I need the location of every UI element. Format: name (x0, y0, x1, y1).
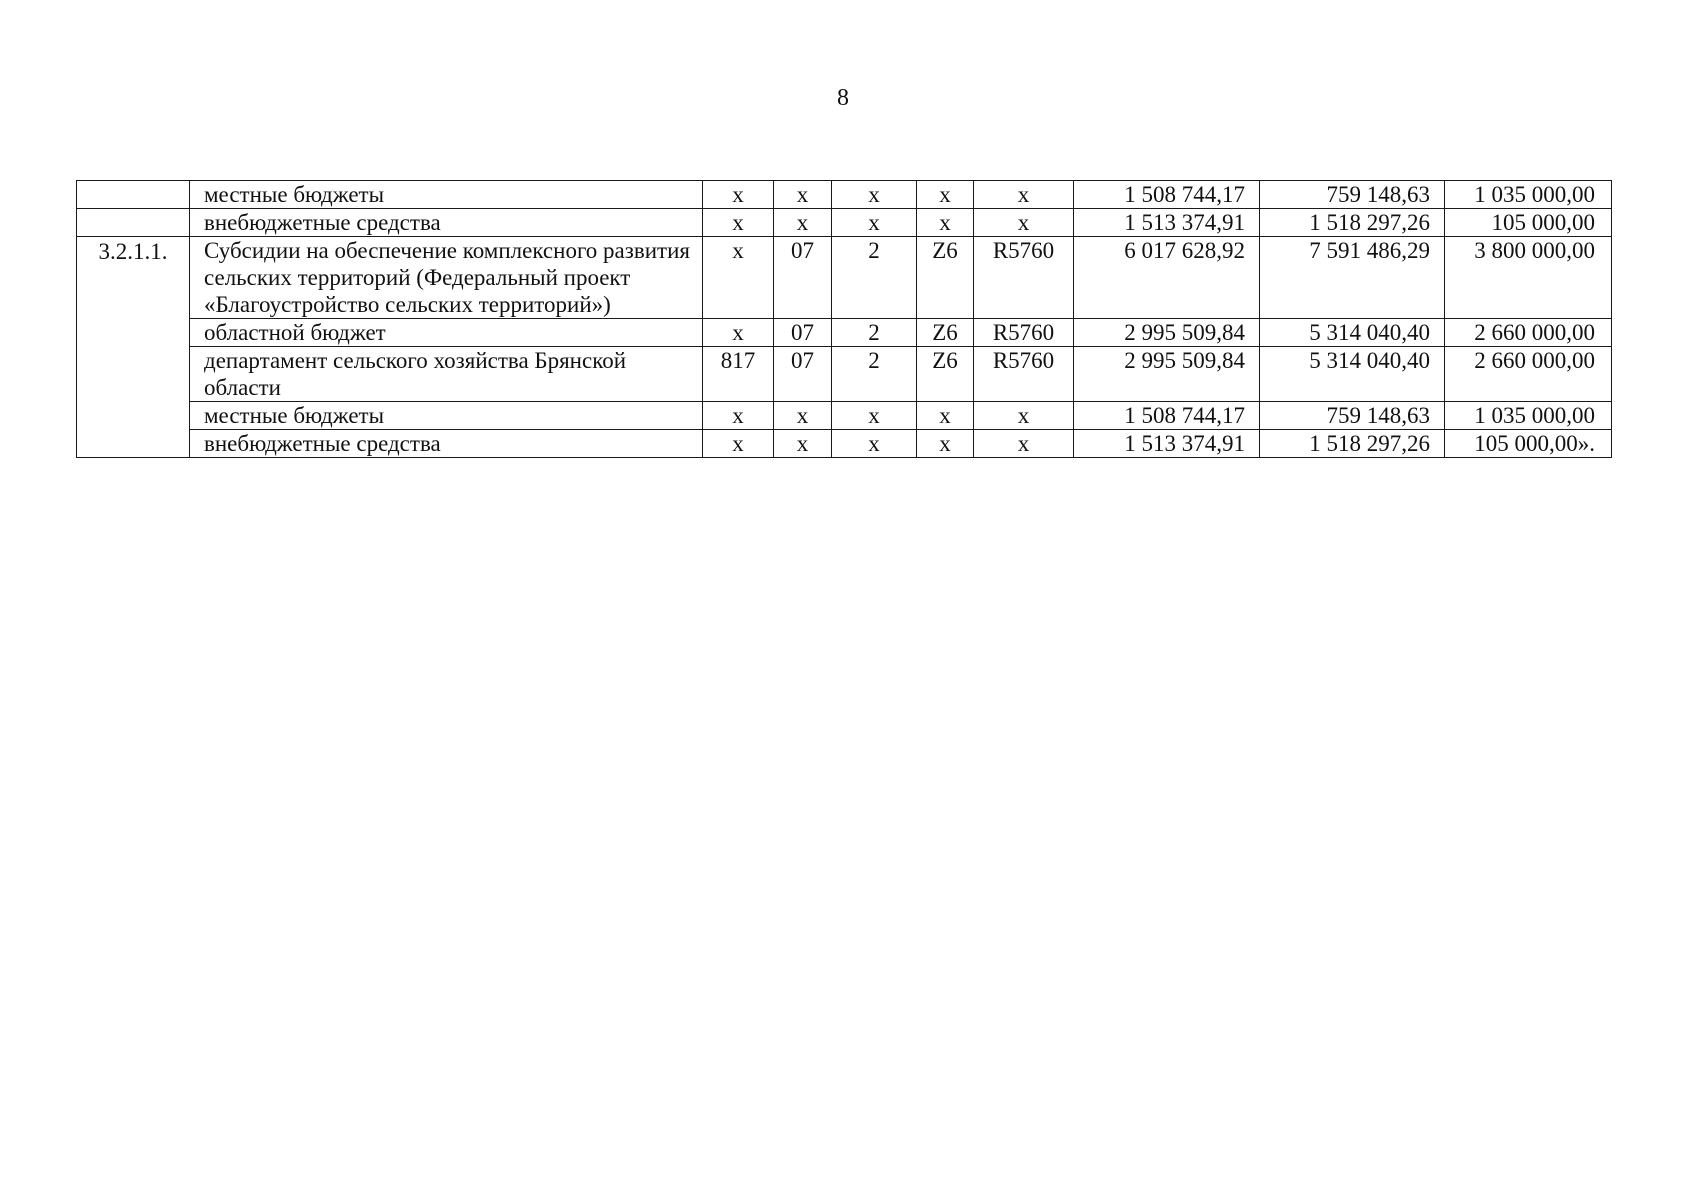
table-row (77, 402, 1612, 430)
code-cell: 07 (774, 237, 832, 319)
amount-cell: 759 148,63 (1260, 402, 1445, 430)
code-cell: Z6 (917, 347, 974, 402)
code-cell: х (974, 181, 1074, 209)
code-cell: х (703, 319, 774, 347)
item-name-cell: областной бюджет (190, 319, 703, 347)
code-cell: х (774, 402, 832, 430)
code-cell: х (832, 402, 917, 430)
amount-cell: 1 518 297,26 (1260, 209, 1445, 237)
item-name-cell: Субсидии на обеспечение комплексного развития сельских территорий (Федеральный проект «Благоустройство сельских территорий») (190, 237, 703, 319)
amount-cell: 1 513 374,91 (1074, 430, 1260, 458)
code-cell: R5760 (974, 237, 1074, 319)
amount-cell: 2 660 000,00 (1445, 319, 1612, 347)
amount-cell: 1 513 374,91 (1074, 209, 1260, 237)
amount-cell: 1 508 744,17 (1074, 181, 1260, 209)
code-cell: R5760 (974, 319, 1074, 347)
item-number-cell (77, 181, 190, 209)
amount-cell: 3 800 000,00 (1445, 237, 1612, 319)
code-cell: х (974, 209, 1074, 237)
code-cell: х (774, 209, 832, 237)
code-cell: 817 (703, 347, 774, 402)
amount-cell: 2 995 509,84 (1074, 347, 1260, 402)
amount-cell: 759 148,63 (1260, 181, 1445, 209)
amount-cell: 5 314 040,40 (1260, 347, 1445, 402)
code-cell: х (832, 209, 917, 237)
item-number-cell: 3.2.1.1. (77, 237, 190, 458)
code-cell: х (832, 181, 917, 209)
code-cell: 07 (774, 347, 832, 402)
amount-cell: 1 508 744,17 (1074, 402, 1260, 430)
code-cell: 2 (832, 237, 917, 319)
item-number-cell (77, 209, 190, 237)
code-cell: х (703, 209, 774, 237)
table-row (77, 237, 1612, 319)
item-name-cell: департамент сельского хозяйства Брянской области (190, 347, 703, 402)
code-cell: 2 (832, 319, 917, 347)
code-cell: х (703, 181, 774, 209)
table-row (77, 347, 1612, 402)
code-cell: R5760 (974, 347, 1074, 402)
code-cell: х (703, 430, 774, 458)
code-cell: х (703, 402, 774, 430)
amount-cell: 1 518 297,26 (1260, 430, 1445, 458)
code-cell: х (974, 402, 1074, 430)
table-row (77, 181, 1612, 209)
amount-cell: 7 591 486,29 (1260, 237, 1445, 319)
page-number: 8 (837, 85, 849, 111)
code-cell: х (917, 430, 974, 458)
amount-cell: 6 017 628,92 (1074, 237, 1260, 319)
item-name-cell: внебюджетные средства (190, 209, 703, 237)
code-cell: х (832, 430, 917, 458)
item-name-cell: местные бюджеты (190, 181, 703, 209)
code-cell: х (917, 181, 974, 209)
code-cell: х (774, 430, 832, 458)
code-cell: х (917, 209, 974, 237)
table-row (77, 430, 1612, 458)
code-cell: х (703, 237, 774, 319)
code-cell: Z6 (917, 319, 974, 347)
amount-cell: 105 000,00». (1445, 430, 1612, 458)
amount-cell: 1 035 000,00 (1445, 181, 1612, 209)
code-cell: 2 (832, 347, 917, 402)
amount-cell: 2 995 509,84 (1074, 319, 1260, 347)
amount-cell: 2 660 000,00 (1445, 347, 1612, 402)
amount-cell: 1 035 000,00 (1445, 402, 1612, 430)
code-cell: х (774, 181, 832, 209)
amount-cell: 5 314 040,40 (1260, 319, 1445, 347)
item-name-cell: местные бюджеты (190, 402, 703, 430)
code-cell: 07 (774, 319, 832, 347)
budget-table (76, 180, 1612, 458)
code-cell: х (974, 430, 1074, 458)
table-row (77, 319, 1612, 347)
table-row (77, 209, 1612, 237)
code-cell: Z6 (917, 237, 974, 319)
item-name-cell: внебюджетные средства (190, 430, 703, 458)
code-cell: х (917, 402, 974, 430)
amount-cell: 105 000,00 (1445, 209, 1612, 237)
